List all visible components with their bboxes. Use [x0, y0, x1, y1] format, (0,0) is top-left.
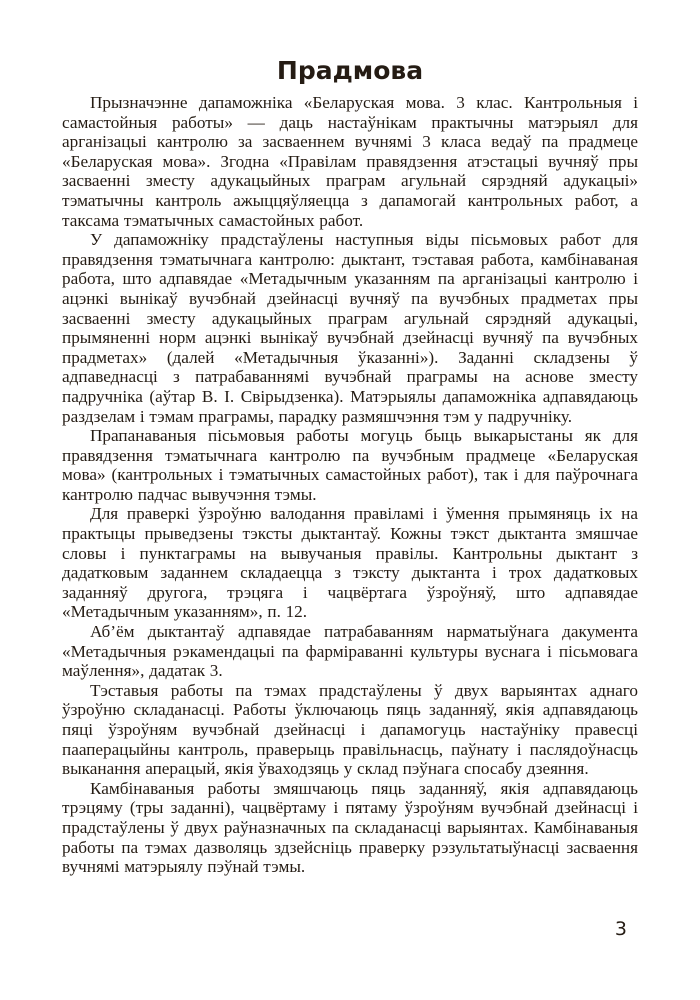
paragraph-2: У дапаможніку прадстаўлены наступныя віды пісьмовых работ для правядзення тэматычнага кантролю: дыктант, тэставая работа, камбінаваная работа, што адпавядае «Метадычным указанням па арганізацыі кантролю і ацэнкі вынікаў вучэбнай дзейнасці вучняў па вучэбных прадметах пры засваенні зместу адукацыйных праграм агульнай сярэдняй адукацыі, прымяненні норм ацэнкі вынікаў вучэбнай дзейнасці вучняў па вучэбных прадметах» (далей «Метадычныя ўказанні»). Заданні складзены ў адпаведнасці з патрабаваннямі вучэбнай праграмы на аснове зместу падручніка (аўтар В. І. Свірыдзенка). Матэрыялы дапаможніка адпавядаюць раздзелам і тэмам праграмы, парадку размяшчэння тэм у падручніку. — [62, 230, 638, 426]
paragraph-1: Прызначэнне дапаможніка «Беларуская мова. 3 клас. Кантрольныя і самастойныя работы» — даць настаўнікам практычны матэрыял для арганізацыі кантролю за засваеннем вучнямі 3 класа ведаў па прадмеце «Беларуская мова». Згодна «Правілам правядзення атэстацыі вучняў пры засваенні зместу адукацыйных праграм агульнай сярэдняй адукацыі» тэматычны кантроль ажыццяўляецца з дапамогай кантрольных работ, а таксама тэматычных самастойных работ. — [62, 93, 638, 230]
paragraph-7: Камбінаваныя работы змяшчаюць пяць заданняў, якія адпавядаюць трэцяму (тры заданні), чацвёртаму і пятаму ўзроўням вучэбнай дзейнасці і прадстаўлены ў двух раўназначных па складанасці варыянтах. Камбінаваныя работы па тэмах дазволяць здзейсніць праверку рэзультатыўнасці засваення вучнямі матэрыялу пэўнай тэмы. — [62, 778, 638, 877]
paragraph-6: Тэставыя работы па тэмах прадстаўлены ў двух варыянтах аднаго ўзроўню складанасці. Работы ўключаюць пяць заданняў, якія адпавядаюць пяці ўзроўням вучэбнай дзейнасці і дапамогуць настаўніку правесці пааперацыйны кантроль, праверыць правільнасць, паўнату і паслядоўнасць выканання аперацый, якія ўваходзяць у склад пэўнага спосабу дзеяння. — [62, 680, 638, 779]
paragraph-4: Для праверкі ўзроўню валодання правіламі і ўмення прымяняць іх на практыцы прыведзены тэксты дыктантаў. Кожны тэкст дыктанта змяшчае словы і пунктаграмы на вывучаныя правілы. Кантрольны дыктант з дадатковым заданнем складаецца з тэксту дыктанта і трох дадатковых заданняў другога, трэцяга і чацвёртага ўзроўняў, што адпавядае «Метадычным указанням», п. 12. — [62, 504, 638, 622]
preface-body — [62, 93, 638, 877]
page-title: Прадмова — [276, 56, 424, 85]
paragraph-5: Аб’ём дыктантаў адпавядае патрабаванням нарматыўнага дакумента «Метадычныя рэкамендацыі па фарміраванні культуры вуснага і пісьмовага маўлення», дадатак 3. — [62, 622, 638, 681]
page-number: 3 — [614, 918, 627, 940]
paragraph-3: Прапанаваныя пісьмовыя работы могуць быць выкарыстаны як для правядзення тэматычнага кантролю па вучэбным прадмеце «Беларуская мова» (кантрольных і тэматычных самастойных работ), так і для паўрочнага кантролю падчас вывучэння тэмы. — [62, 426, 638, 504]
